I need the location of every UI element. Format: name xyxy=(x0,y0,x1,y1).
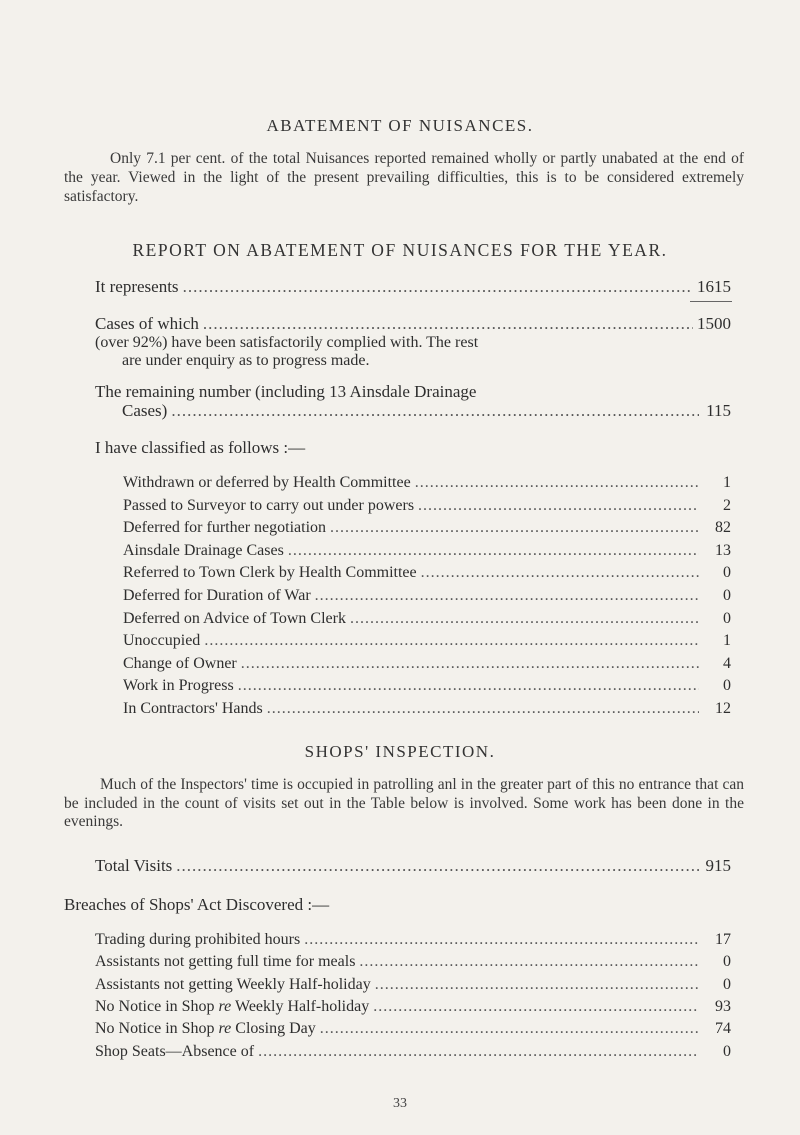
list-item-value: 0 xyxy=(723,587,731,604)
cases-note-line2: are under enquiry as to progress made. xyxy=(122,352,370,369)
list-item-value: 0 xyxy=(723,609,731,627)
dot-leader xyxy=(304,931,699,949)
list-item-label: Assistants not getting full time for meals xyxy=(95,953,356,971)
list-item-value: 13 xyxy=(715,541,731,559)
list-item xyxy=(95,998,731,1016)
dot-leader xyxy=(418,497,699,515)
list-item-value: 74 xyxy=(715,1020,731,1038)
list-item-value: 1 xyxy=(723,474,731,491)
list-item xyxy=(95,976,731,994)
list-item-label: Passed to Surveyor to carry out under powers xyxy=(123,496,415,514)
list-item xyxy=(123,497,731,515)
list-item xyxy=(123,519,731,537)
cases-value: 1500 xyxy=(697,314,731,333)
list-item-label xyxy=(95,1020,316,1038)
total-visits-value: 915 xyxy=(705,856,731,875)
list-item xyxy=(123,700,731,718)
list-item-label-italic: re xyxy=(218,1020,232,1038)
cases-note-line1: (over 92%) have been satisfactorily complied with. The rest xyxy=(95,334,479,351)
list-item-label: Shop Seats—Absence of xyxy=(95,1042,255,1060)
list-item-label: Work in Progress xyxy=(123,677,234,695)
cases-label: Cases of which xyxy=(95,314,199,333)
dot-leader xyxy=(421,564,699,582)
list-item-value: 2 xyxy=(723,496,731,514)
list-item-label-part: Weekly Half-holiday xyxy=(231,997,370,1015)
list-item-label-part: No Notice in Shop xyxy=(95,1020,219,1038)
list-item-label: Change of Owner xyxy=(123,654,237,672)
remaining-row xyxy=(122,401,731,421)
total-visits-label: Total Visits xyxy=(95,856,173,875)
abatement-paragraph: Only 7.1 per cent. of the total Nuisances reported remained wholly or partly unabated at the end of the year. Viewed in the light of the present prevailing difficulties, this is to be considered extremely satisfactory. xyxy=(64,150,744,205)
list-item-label: Withdrawn or deferred by Health Committee xyxy=(123,474,411,491)
cases-row xyxy=(95,314,731,334)
list-item-value: 0 xyxy=(723,953,731,971)
list-item-value: 0 xyxy=(723,1042,731,1060)
list-item-label: Deferred on Advice of Town Clerk xyxy=(123,609,346,627)
list-item xyxy=(95,931,731,949)
list-item-value: 93 xyxy=(715,997,731,1015)
dot-leader xyxy=(359,953,699,971)
list-item-label: Referred to Town Clerk by Health Committee xyxy=(123,564,417,582)
classified-intro: I have classified as follows :— xyxy=(95,438,306,457)
list-item-label xyxy=(95,998,369,1016)
total-visits-row xyxy=(95,856,731,876)
list-item-label: Ainsdale Drainage Cases xyxy=(123,541,284,559)
remaining-label-line2: Cases) xyxy=(122,401,168,420)
dot-leader xyxy=(415,474,699,492)
dot-leader xyxy=(183,277,693,297)
dot-leader xyxy=(241,655,699,673)
dot-leader xyxy=(171,401,699,421)
list-item xyxy=(123,610,731,628)
list-item xyxy=(123,542,731,560)
list-item xyxy=(95,1020,731,1038)
list-item xyxy=(123,655,731,673)
list-item xyxy=(95,953,731,971)
page-number: 33 xyxy=(393,1096,407,1111)
list-item-value: 1 xyxy=(723,632,731,650)
remaining-value: 115 xyxy=(706,401,731,420)
list-item-label: Trading during prohibited hours xyxy=(95,931,301,948)
list-item-value: 12 xyxy=(715,700,731,717)
dot-leader xyxy=(288,542,699,560)
dot-leader xyxy=(320,1020,699,1038)
represents-value: 1615 xyxy=(697,277,731,296)
remaining-label-line1: The remaining number (including 13 Ainsdale Drainage xyxy=(95,382,477,401)
list-item-value: 17 xyxy=(715,931,731,948)
list-item-label: Deferred for further negotiation xyxy=(123,519,327,537)
list-item xyxy=(123,677,731,695)
list-item-value: 0 xyxy=(723,564,731,582)
list-item-value: 4 xyxy=(723,654,731,672)
list-item-label: Deferred for Duration of War xyxy=(123,587,311,604)
section-title-abatement: ABATEMENT OF NUISANCES. xyxy=(266,116,534,135)
dot-leader xyxy=(238,677,699,695)
dot-leader xyxy=(176,856,699,876)
dot-leader xyxy=(373,998,699,1016)
list-item-label: In Contractors' Hands xyxy=(123,700,263,717)
list-item xyxy=(123,474,731,492)
dot-leader xyxy=(375,976,699,994)
list-item-label-italic: re xyxy=(218,997,232,1015)
list-item-label: Assistants not getting Weekly Half-holiday xyxy=(95,975,371,993)
list-item xyxy=(95,1043,731,1061)
list-item xyxy=(123,587,731,605)
section-title-report: REPORT ON ABATEMENT OF NUISANCES FOR THE YEAR. xyxy=(132,240,668,260)
dot-leader xyxy=(258,1043,699,1061)
list-item-value: 82 xyxy=(715,519,731,537)
list-item-label-part: No Notice in Shop xyxy=(95,997,219,1015)
represents-label: It represents xyxy=(95,277,179,296)
breaches-intro: Breaches of Shops' Act Discovered :— xyxy=(64,895,330,914)
represents-row xyxy=(95,277,731,297)
sum-rule xyxy=(690,301,732,302)
dot-leader xyxy=(315,587,699,605)
dot-leader xyxy=(203,314,693,334)
list-item xyxy=(123,632,731,650)
section-title-shops: SHOPS' INSPECTION. xyxy=(304,742,496,761)
list-item-label-part: Closing Day xyxy=(231,1020,316,1038)
list-item-label: Unoccupied xyxy=(123,632,201,650)
dot-leader xyxy=(350,610,699,628)
dot-leader xyxy=(204,632,699,650)
shops-paragraph: Much of the Inspectors' time is occupied in patrolling anl in the greater part of this no entrance that can be included in the count of visits set out in the Table below is involved. Some work has been done in the evenings. xyxy=(64,776,744,830)
list-item xyxy=(123,564,731,582)
dot-leader xyxy=(330,519,699,537)
list-item-value: 0 xyxy=(723,975,731,993)
list-item-value: 0 xyxy=(723,677,731,695)
dot-leader xyxy=(267,700,699,718)
